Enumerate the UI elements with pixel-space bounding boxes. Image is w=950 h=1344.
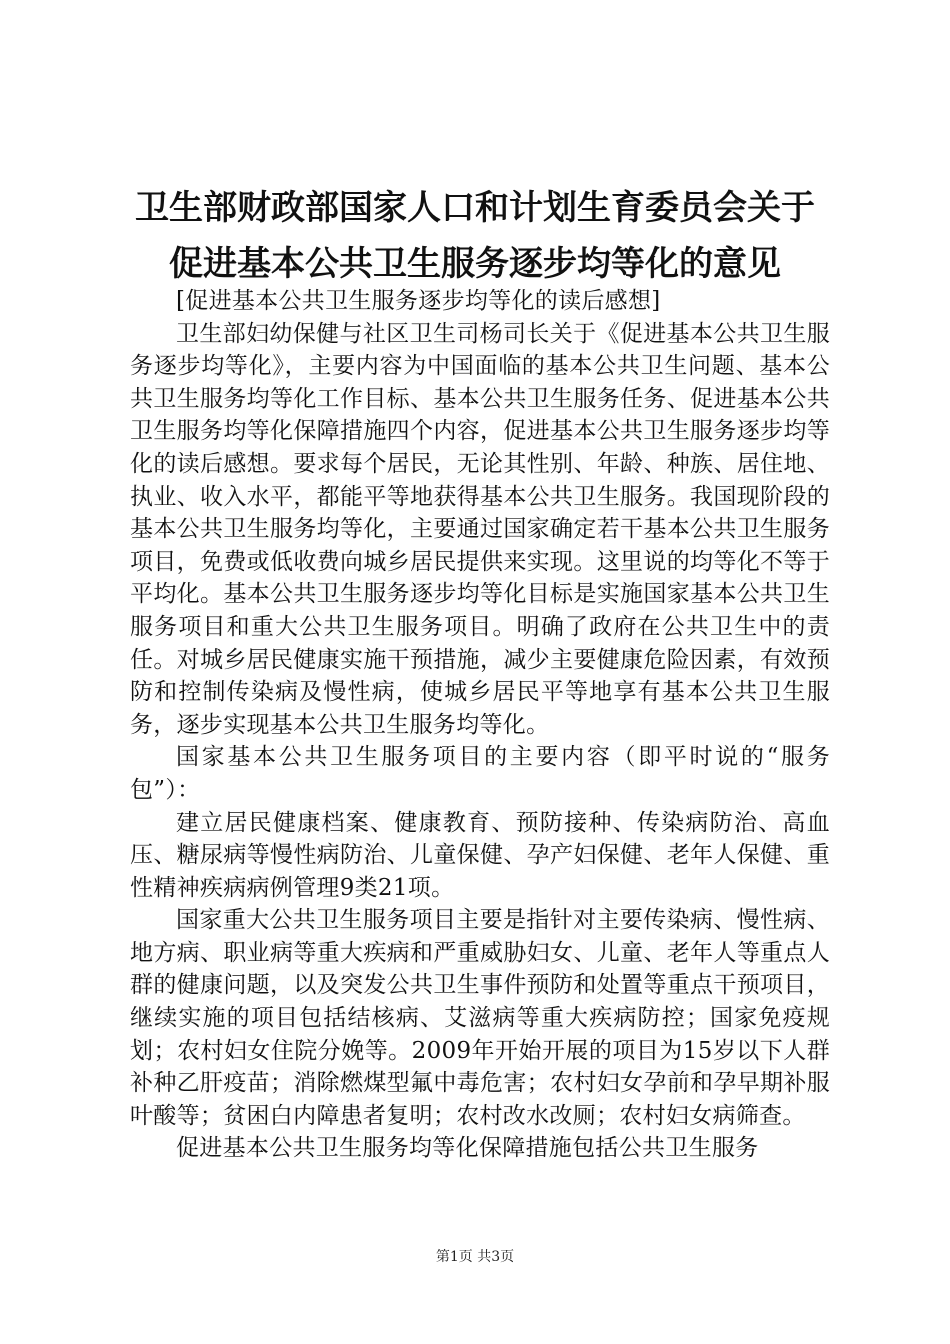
body-paragraph: 国家基本公共卫生服务项目的主要内容（即平时说的“服务包”）： bbox=[130, 744, 830, 803]
body-paragraph: 促进基本公共卫生服务均等化保障措施包括公共卫生服务 bbox=[176, 1135, 759, 1162]
body-paragraph: 建立居民健康档案、健康教育、预防接种、传染病防治、高血压、糖尿病等慢性病防治、儿童保健、孕产妇保健、老年人保健、重性精神疾病病例管理9类21项。 bbox=[130, 809, 830, 901]
document-title bbox=[120, 180, 830, 292]
page-footer: 第1页 共3页 bbox=[435, 1249, 515, 1265]
subtitle-paragraph: [促进基本公共卫生服务逐步均等化的读后感想] bbox=[176, 288, 661, 314]
body-paragraph: 国家重大公共卫生服务项目主要是指针对主要传染病、慢性病、地方病、职业病等重大疾病和严重威胁妇女、儿童、老年人等重点人群的健康问题，以及突发公共卫生事件预防和处置等重点干预项目，继续实施的项目包括结核病、艾滋病等重大疾病防控；国家免疫规划；农村妇女住院分娩等。2009年开始开展的项目为15岁以下人群补种乙肝疫苗；消除燃煤型氟中毒危害；农村妇女孕前和孕早期补服叶酸等；贫困白内障患者复明；农村改水改厕；农村妇女病筛查。 bbox=[130, 907, 830, 1129]
title-line-2: 促进基本公共卫生服务逐步均等化的意见 bbox=[169, 244, 781, 284]
document-body bbox=[130, 285, 830, 1165]
body-paragraph: 卫生部妇幼保健与社区卫生司杨司长关于《促进基本公共卫生服务逐步均等化》，主要内容为中国面临的基本公共卫生问题、基本公共卫生服务均等化工作目标、基本公共卫生服务任务、促进基本公共卫生服务均等化保障措施四个内容，促进基本公共卫生服务逐步均等化的读后感想。要求每个居民，无论其性别、年龄、种族、居住地、执业、收入水平，都能平等地获得基本公共卫生服务。我国现阶段的基本公共卫生服务均等化，主要通过国家确定若干基本公共卫生服务项目，免费或低收费向城乡居民提供来实现。这里说的均等化不等于平均化。基本公共卫生服务逐步均等化目标是实施国家基本公共卫生服务项目和重大公共卫生服务项目。明确了政府在公共卫生中的责任。对城乡居民健康实施干预措施，减少主要健康危险因素，有效预防和控制传染病及慢性病，使城乡居民平等地享有基本公共卫生服务，逐步实现基本公共卫生服务均等化。 bbox=[130, 320, 830, 738]
title-line-1: 卫生部财政部国家人口和计划生育委员会关于 bbox=[135, 188, 815, 228]
